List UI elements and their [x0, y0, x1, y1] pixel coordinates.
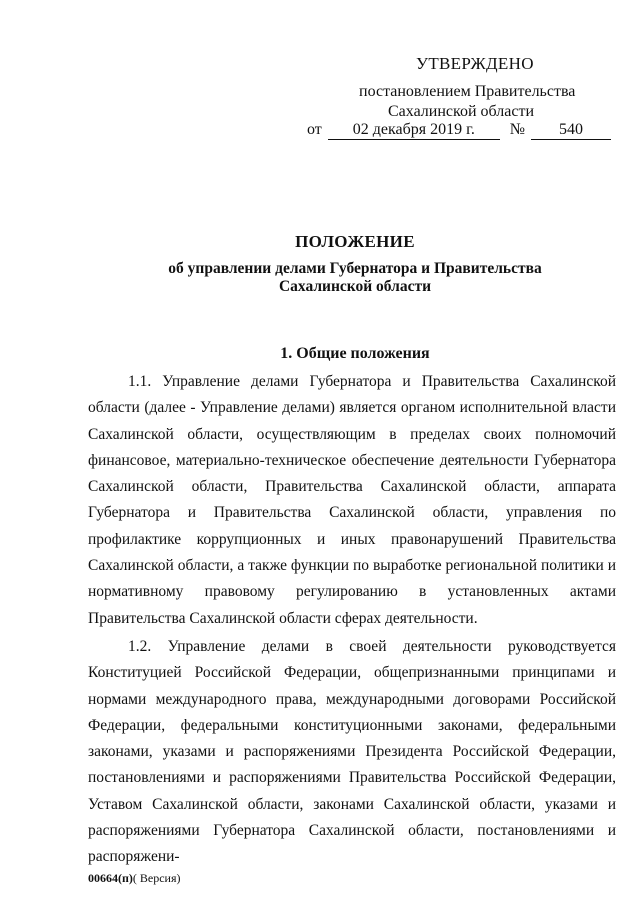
approval-number: 540	[531, 121, 611, 140]
approval-date-line	[307, 120, 611, 140]
document-version: ( Версия)	[132, 871, 181, 885]
approved-label: УТВЕРЖДЕНО	[416, 54, 534, 73]
title-subtitle-2: Сахалинской области	[278, 278, 432, 295]
approved-by-line: постановлением Правительства	[359, 83, 576, 100]
document-footer	[88, 871, 181, 886]
paragraph-1-1: 1.1. Управление делами Губернатора и Правительства Сахалинской области (далее - Управление делами) является органом исполнительной власти Сахалинской области, осуществляющим в пределах своих полномочий финансовое, материально-техническое обеспечение деятельности Губернатора Сахалинской области, Правительства Сахалинской области, аппарата Губернатора и Правительства Сахалинской области, управления по профилактике коррупционных и иных правонарушений Правительства Сахалинской области, а также функции по выработке региональной политики и нормативному правовому регулированию в установленных актами Правительства Сахалинской области сферах деятельности.	[88, 373, 616, 627]
approved-by-region: Сахалинской области	[388, 103, 535, 120]
from-label: от	[307, 121, 322, 138]
number-sign: №	[509, 121, 526, 138]
title-subtitle-1: об управлении делами Губернатора и Правительства	[168, 260, 542, 277]
section-heading: 1. Общие положения	[280, 345, 430, 362]
document-code: 00664(п)	[88, 871, 133, 885]
title-main: ПОЛОЖЕНИЕ	[295, 232, 415, 251]
approval-date: 02 декабря 2019 г.	[328, 121, 500, 140]
paragraph-1-2: 1.2. Управление делами в своей деятельности руководствуется Конституцией Российской Федерации, общепризнанными принципами и нормами международного права, международными договорами Российской Федерации, федеральными конституционными законами, федеральными законами, указами и распоряжениями Президента Российской Федерации, постановлениями и распоряжениями Правительства Российской Федерации, Уставом Сахалинской области, законами Сахалинской области, указами и распоряжениями Губернатора Сахалинской области, постановлениями и распоряжени-	[88, 638, 616, 866]
